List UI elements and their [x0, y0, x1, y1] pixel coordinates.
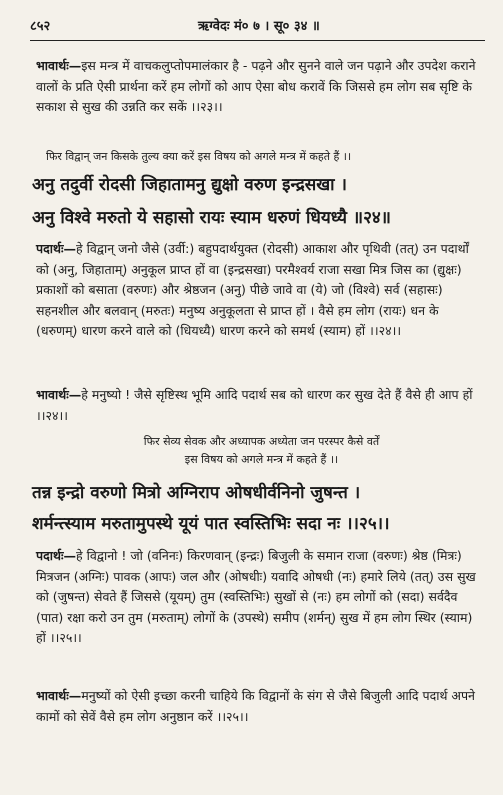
mantra-25-line-1: तन्न इन्द्रो वरुणो मित्रो अग्निराप ओषधीर्वनिनो जुषन्त ।: [32, 483, 361, 503]
mantra-intro-2-line-1: फिर सेव्य सेवक और अध्यापक अध्येता जन परस्पर कैसे वर्तें: [143, 435, 380, 448]
padartha-label-2: पदार्थः—: [36, 548, 76, 563]
header-rule: [30, 40, 485, 41]
mantra-25-line-2: शर्मन्त्स्याम मरुतामुपस्थे यूयं पात स्वस्तिभिः सदा नः ।।२५।।: [32, 514, 390, 534]
running-title: ऋग्वेदः मं० ७ । सू० ३४ ॥: [198, 19, 320, 34]
bhavartha-paragraph-3: [36, 686, 483, 727]
bhavartha-label-1: भावार्थः—: [36, 58, 82, 73]
bhavartha-paragraph-1: [36, 56, 483, 118]
bhavartha-text-1: इस मन्त्र में वाचकलुप्तोपमालंकार है - पढ़ने और सुनने वाले जन पढ़ाने और उपदेश कराने वालों के प्रति ऐसी प्रार्थना करें हम लोगों को आप ऐसा बोध करावें कि जिससे हम लोग सब सृष्टि के सकाश से सुख की उन्नति कर सकें ।।२३।।: [36, 58, 476, 114]
mantra-24-line-1: अनु तदुर्वी रोदसी जिहातामनु द्युक्षो वरुण इन्द्रसखा ।: [32, 175, 347, 195]
mantra-24-line-2: अनु विश्वे मरुतो ये सहासो रायः स्याम धरुणं धियध्यै ॥२४॥: [32, 208, 391, 228]
mantra-intro-2: [40, 433, 483, 469]
mantra-intro-2-line-2: इस विषय को अगले मन्त्र में कहते हैं ।।: [184, 453, 339, 466]
bhavartha-label-3: भावार्थः—: [36, 688, 82, 703]
padartha-paragraph-2: [36, 546, 483, 649]
bhavartha-text-3: मनुष्यों को ऐसी इच्छा करनी चाहिये कि विद्वानों के संग से जैसे बिजुली आदि पदार्थ अपने कामों को सेवें वैसे हम लोग अनुष्ठान करें ।।२५।।: [36, 688, 475, 724]
padartha-paragraph-1: [36, 239, 483, 342]
page-number: ८५२: [30, 19, 51, 34]
mantra-intro-1: फिर विद्वान् जन किसके तुल्य क्या करें इस विषय को अगले मन्त्र में कहते हैं ।।: [46, 150, 352, 163]
bhavartha-label-2: भावार्थः—: [36, 387, 82, 402]
bhavartha-paragraph-2: [36, 385, 483, 426]
page-header: [30, 16, 485, 38]
bhavartha-text-2: हे मनुष्यो ! जैसे सृष्टिस्थ भूमि आदि पदार्थ सब को धारण कर सुख देते हैं वैसे ही आप हों ।।२४।।: [36, 387, 473, 423]
padartha-label-1: पदार्थः—: [36, 241, 76, 256]
padartha-text-2: हे विद्वानो ! जो (वनिनः) किरणवान् (इन्द्रः) बिजुली के समान राजा (वरुणः) श्रेष्ठ (मित्रः) मित्रजन (अग्निः) पावक (आपः) जल और (ओषधीः) यवादि ओषधी (नः) हमारे लिये (तत्) उस सुख को (जुषन्त) सेवते हैं जिससे (यूयम्) तुम (स्वस्तिभिः) सुखों से (नः) हम लोगों को (सदा) सर्वदैव (पात) रक्षा करो उन तुम (मरुताम्) लोगों के (उपस्थे) समीप (शर्मन्) सुख में हम लोग स्थिर (स्याम) हों ।।२५।।: [36, 548, 476, 645]
padartha-text-1: हे विद्वान् जनो जैसे (उर्वी:) बहुपदार्थयुक्त (रोदसी) आकाश और पृथिवी (तत्) उन पदार्थों को (अनु, जिहाताम्) अनुकूल प्राप्त हों वा (इन्द्रसखा) परमैश्वर्य राजा सखा मित्र जिस का (द्युक्षः) प्रकाशों को बसाता (वरुणः) और श्रेष्ठजन (अनु) पीछे जावे वा (ये) जो (विश्वे) सर्व (सहासः) सहनशील और बलवान् (मरुतः) मनुष्य अनुकूलता से प्राप्त हों । वैसे हम लोग (रायः) धन के (धरुणम्) धारण करने वाले को (धियध्यै) धारण करने को समर्थ (स्याम) हों ।।२४।।: [36, 241, 469, 338]
